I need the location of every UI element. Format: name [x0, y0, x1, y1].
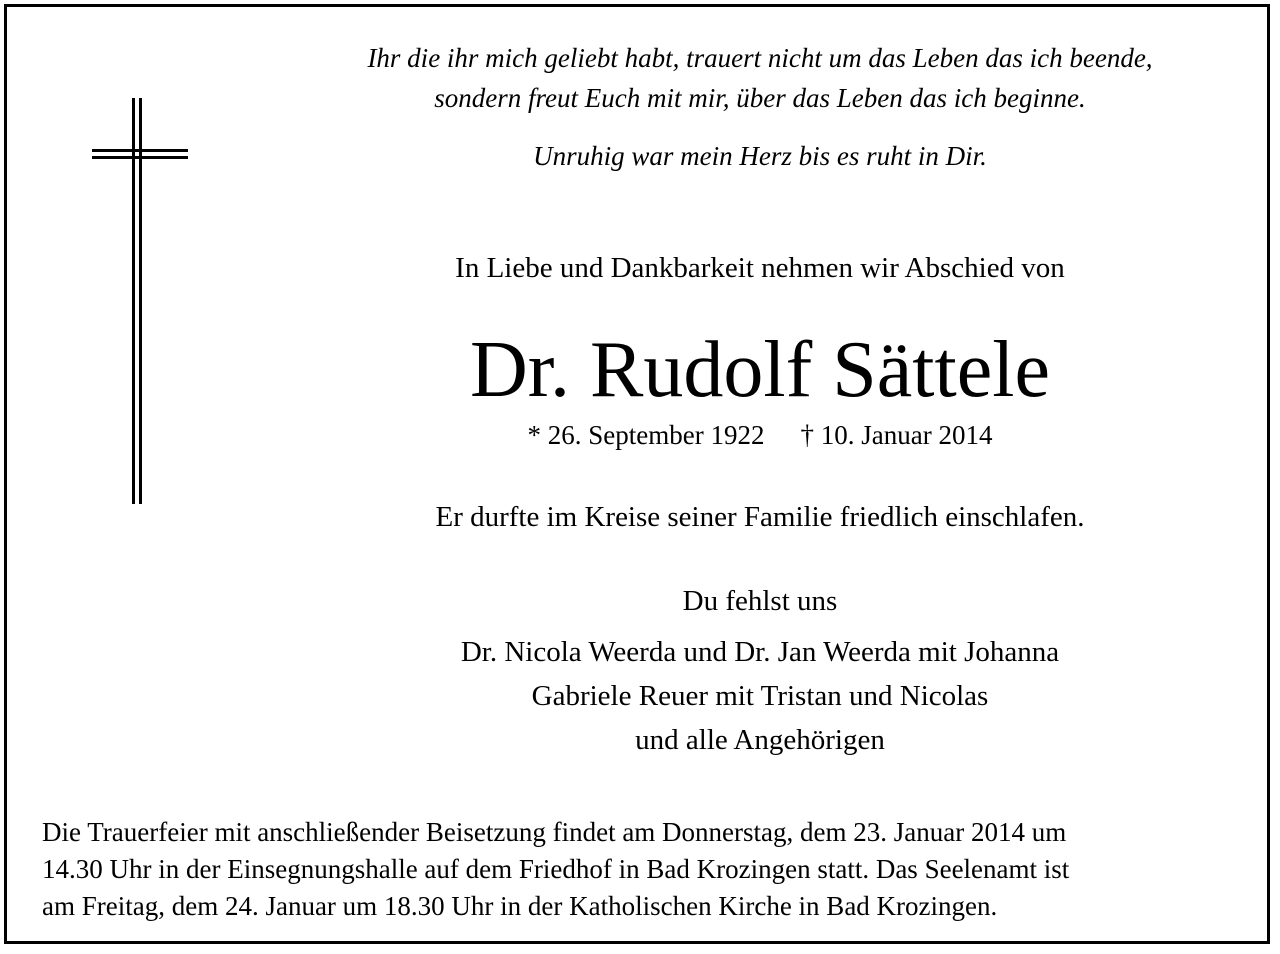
funeral-line: 14.30 Uhr in der Einsegnungshalle auf dem Friedhof in Bad Krozingen statt. Das Seelenamt ist: [42, 854, 1070, 884]
funeral-info: [42, 814, 1252, 925]
family-line: Dr. Nicola Weerda und Dr. Jan Weerda mit Johanna: [460, 636, 1060, 668]
intro-text: In Liebe und Dankbarkeit nehmen wir Abschied von: [455, 252, 1065, 284]
miss-text: Du fehlst uns: [682, 585, 838, 617]
quote-line-1: Ihr die ihr mich geliebt habt, trauert nicht um das Leben das ich beende,: [367, 43, 1153, 73]
quote-line-3: Unruhig war mein Herz bis es ruht in Dir.: [533, 141, 987, 171]
death-date: † 10. Januar 2014: [800, 420, 993, 450]
deceased-name: Dr. Rudolf Sättele: [470, 326, 1050, 414]
funeral-line: Die Trauerfeier mit anschließender Beisetzung findet am Donnerstag, dem 23. Januar 2014 um: [42, 817, 1067, 847]
quote-line-2: sondern freut Euch mit mir, über das Leben das ich beginne.: [434, 83, 1086, 113]
birth-date: * 26. September 1922: [527, 420, 765, 450]
funeral-line: am Freitag, dem 24. Januar um 18.30 Uhr in der Katholischen Kirche in Bad Krozingen.: [42, 891, 998, 921]
life-dates: [120, 416, 1280, 454]
quote-closing: [200, 136, 1280, 176]
family-line: und alle Angehörigen: [635, 724, 885, 756]
quote-verse: [200, 38, 1280, 118]
sleep-text: Er durfte im Kreise seiner Familie friedlich einschlafen.: [435, 501, 1085, 533]
family-list: [120, 630, 1280, 762]
family-line: Gabriele Reuer mit Tristan und Nicolas: [531, 680, 989, 712]
